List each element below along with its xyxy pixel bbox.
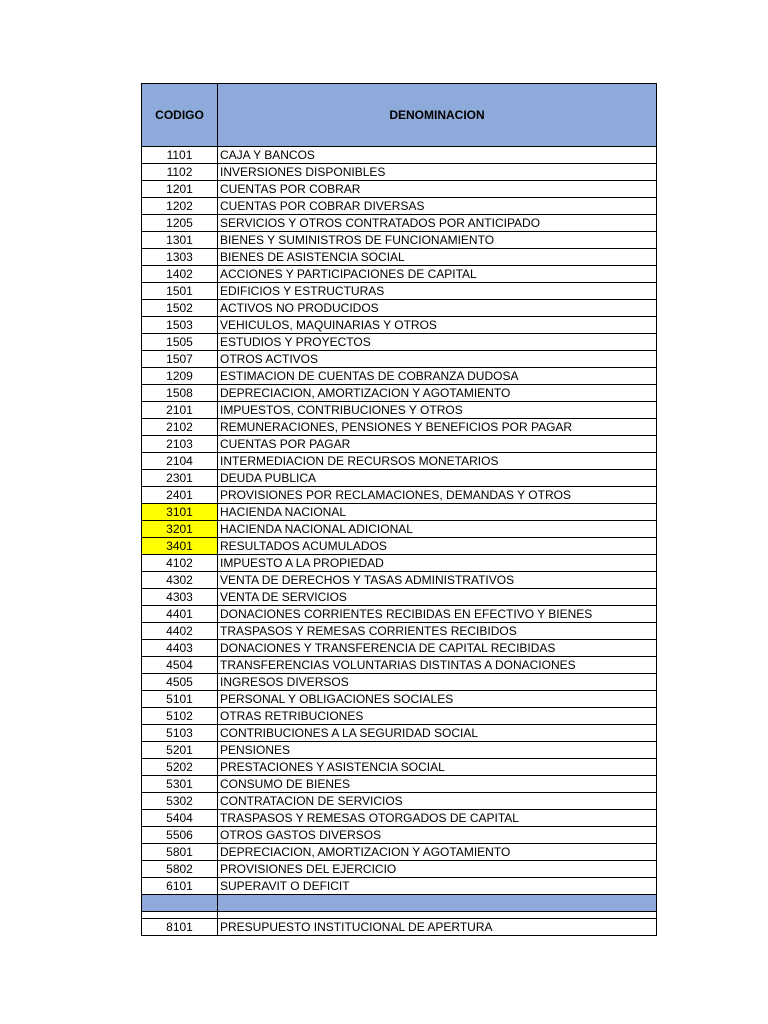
account-code-cell: 4302 — [142, 572, 218, 589]
account-name-cell: INTERMEDIACION DE RECURSOS MONETARIOS — [218, 453, 657, 470]
account-name-cell: PROVISIONES POR RECLAMACIONES, DEMANDAS Y OTROS — [218, 487, 657, 504]
account-code-table — [141, 83, 657, 936]
account-name-cell: INVERSIONES DISPONIBLES — [218, 164, 657, 181]
table-row — [142, 691, 657, 708]
account-name-cell: RESULTADOS ACUMULADOS — [218, 538, 657, 555]
table-row — [142, 147, 657, 164]
account-name-cell: PERSONAL Y OBLIGACIONES SOCIALES — [218, 691, 657, 708]
account-code-cell: 2301 — [142, 470, 218, 487]
account-code-cell: 2102 — [142, 419, 218, 436]
account-code-cell: 8101 — [142, 919, 218, 936]
table-row — [142, 232, 657, 249]
account-name-cell: DEPRECIACION, AMORTIZACION Y AGOTAMIENTO — [218, 385, 657, 402]
account-code-cell: 5202 — [142, 759, 218, 776]
table-row — [142, 589, 657, 606]
account-name-cell: REMUNERACIONES, PENSIONES Y BENEFICIOS POR PAGAR — [218, 419, 657, 436]
account-code-cell: 6101 — [142, 878, 218, 895]
account-name-cell: DEPRECIACION, AMORTIZACION Y AGOTAMIENTO — [218, 844, 657, 861]
account-name-cell: BIENES Y SUMINISTROS DE FUNCIONAMIENTO — [218, 232, 657, 249]
table-row — [142, 504, 657, 521]
table-row — [142, 334, 657, 351]
account-name-cell: OTRAS RETRIBUCIONES — [218, 708, 657, 725]
account-name-cell: BIENES DE ASISTENCIA SOCIAL — [218, 249, 657, 266]
account-code-cell: 5103 — [142, 725, 218, 742]
account-code-cell: 1507 — [142, 351, 218, 368]
table-header-row — [142, 84, 657, 147]
account-code-cell: 1508 — [142, 385, 218, 402]
table-row — [142, 640, 657, 657]
account-name-cell: VEHICULOS, MAQUINARIAS Y OTROS — [218, 317, 657, 334]
account-name-cell: IMPUESTO A LA PROPIEDAD — [218, 555, 657, 572]
account-code-cell: 2101 — [142, 402, 218, 419]
account-name-cell: TRANSFERENCIAS VOLUNTARIAS DISTINTAS A DONACIONES — [218, 657, 657, 674]
table-row — [142, 470, 657, 487]
table-row — [142, 249, 657, 266]
table-row — [142, 436, 657, 453]
separator-cell — [218, 895, 657, 912]
account-code-cell: 1209 — [142, 368, 218, 385]
table-row — [142, 555, 657, 572]
account-code-cell: 2103 — [142, 436, 218, 453]
table-row — [142, 521, 657, 538]
account-code-cell: 5404 — [142, 810, 218, 827]
account-name-cell: TRASPASOS Y REMESAS CORRIENTES RECIBIDOS — [218, 623, 657, 640]
table-row — [142, 657, 657, 674]
account-code-cell: 5301 — [142, 776, 218, 793]
account-code-cell: 4303 — [142, 589, 218, 606]
account-name-cell: CUENTAS POR COBRAR DIVERSAS — [218, 198, 657, 215]
account-name-cell: CAJA Y BANCOS — [218, 147, 657, 164]
account-name-cell: CONSUMO DE BIENES — [218, 776, 657, 793]
blank-separator-row — [142, 912, 657, 919]
account-name-cell: SERVICIOS Y OTROS CONTRATADOS POR ANTICIPADO — [218, 215, 657, 232]
table-row — [142, 300, 657, 317]
table-row — [142, 538, 657, 555]
account-name-cell: CONTRIBUCIONES A LA SEGURIDAD SOCIAL — [218, 725, 657, 742]
account-name-cell: CUENTAS POR COBRAR — [218, 181, 657, 198]
account-code-cell: 1505 — [142, 334, 218, 351]
account-code-cell: 3201 — [142, 521, 218, 538]
account-name-cell: TRASPASOS Y REMESAS OTORGADOS DE CAPITAL — [218, 810, 657, 827]
table-row — [142, 861, 657, 878]
separator-cell — [218, 912, 657, 919]
account-name-cell: DONACIONES CORRIENTES RECIBIDAS EN EFECTIVO Y BIENES — [218, 606, 657, 623]
table-row — [142, 215, 657, 232]
table-row — [142, 487, 657, 504]
table-footer — [142, 919, 657, 936]
table-row — [142, 198, 657, 215]
account-name-cell: ACTIVOS NO PRODUCIDOS — [218, 300, 657, 317]
account-name-cell: PRESTACIONES Y ASISTENCIA SOCIAL — [218, 759, 657, 776]
account-name-cell: DONACIONES Y TRANSFERENCIA DE CAPITAL RECIBIDAS — [218, 640, 657, 657]
account-name-cell: PENSIONES — [218, 742, 657, 759]
table-body — [142, 147, 657, 895]
account-name-cell: CUENTAS POR PAGAR — [218, 436, 657, 453]
account-code-cell: 4403 — [142, 640, 218, 657]
table-row — [142, 283, 657, 300]
account-code-cell: 3401 — [142, 538, 218, 555]
account-name-cell: CONTRATACION DE SERVICIOS — [218, 793, 657, 810]
account-code-cell: 4102 — [142, 555, 218, 572]
account-name-cell: VENTA DE DERECHOS Y TASAS ADMINISTRATIVOS — [218, 572, 657, 589]
table-row — [142, 919, 657, 936]
account-code-cell: 4505 — [142, 674, 218, 691]
account-code-cell: 1502 — [142, 300, 218, 317]
account-code-cell: 5801 — [142, 844, 218, 861]
account-code-cell: 1402 — [142, 266, 218, 283]
account-code-cell: 5302 — [142, 793, 218, 810]
account-name-cell: HACIENDA NACIONAL ADICIONAL — [218, 521, 657, 538]
account-name-cell: ESTUDIOS Y PROYECTOS — [218, 334, 657, 351]
account-name-cell: PRESUPUESTO INSTITUCIONAL DE APERTURA — [218, 919, 657, 936]
account-code-cell: 5802 — [142, 861, 218, 878]
table-row — [142, 674, 657, 691]
account-code-cell: 2104 — [142, 453, 218, 470]
table-row — [142, 793, 657, 810]
account-code-cell: 1102 — [142, 164, 218, 181]
account-name-cell: EDIFICIOS Y ESTRUCTURAS — [218, 283, 657, 300]
account-name-cell: ACCIONES Y PARTICIPACIONES DE CAPITAL — [218, 266, 657, 283]
account-code-cell: 5101 — [142, 691, 218, 708]
table-row — [142, 827, 657, 844]
table-row — [142, 606, 657, 623]
account-code-cell: 1501 — [142, 283, 218, 300]
separator-cell — [142, 895, 218, 912]
table-row — [142, 725, 657, 742]
table-row — [142, 368, 657, 385]
table-row — [142, 810, 657, 827]
account-code-cell: 3101 — [142, 504, 218, 521]
table-row — [142, 181, 657, 198]
account-code-cell: 1202 — [142, 198, 218, 215]
separator-cell — [142, 912, 218, 919]
account-name-cell: HACIENDA NACIONAL — [218, 504, 657, 521]
account-code-cell: 1301 — [142, 232, 218, 249]
table-row — [142, 572, 657, 589]
account-code-cell: 1205 — [142, 215, 218, 232]
account-code-cell: 1303 — [142, 249, 218, 266]
table-row — [142, 164, 657, 181]
account-name-cell: OTROS GASTOS DIVERSOS — [218, 827, 657, 844]
table-row — [142, 385, 657, 402]
table-row — [142, 266, 657, 283]
account-code-cell: 5506 — [142, 827, 218, 844]
account-name-cell: VENTA DE SERVICIOS — [218, 589, 657, 606]
account-code-cell: 5102 — [142, 708, 218, 725]
table-row — [142, 878, 657, 895]
account-code-cell: 4504 — [142, 657, 218, 674]
account-name-cell: PROVISIONES DEL EJERCICIO — [218, 861, 657, 878]
table-row — [142, 623, 657, 640]
account-code-cell: 1101 — [142, 147, 218, 164]
account-code-cell: 5201 — [142, 742, 218, 759]
column-header-code: CODIGO — [142, 84, 218, 147]
account-code-cell: 1503 — [142, 317, 218, 334]
table-row — [142, 759, 657, 776]
account-name-cell: SUPERAVIT O DEFICIT — [218, 878, 657, 895]
table-row — [142, 419, 657, 436]
account-code-cell: 4402 — [142, 623, 218, 640]
table-row — [142, 317, 657, 334]
account-code-cell: 1201 — [142, 181, 218, 198]
table-row — [142, 351, 657, 368]
table-row — [142, 402, 657, 419]
account-name-cell: IMPUESTOS, CONTRIBUCIONES Y OTROS — [218, 402, 657, 419]
table-row — [142, 453, 657, 470]
table-row — [142, 776, 657, 793]
account-code-cell: 2401 — [142, 487, 218, 504]
table-separator — [142, 895, 657, 919]
account-name-cell: OTROS ACTIVOS — [218, 351, 657, 368]
account-name-cell: INGRESOS DIVERSOS — [218, 674, 657, 691]
account-name-cell: DEUDA PUBLICA — [218, 470, 657, 487]
table-row — [142, 844, 657, 861]
blue-separator-row — [142, 895, 657, 912]
table-row — [142, 742, 657, 759]
table-row — [142, 708, 657, 725]
column-header-name: DENOMINACION — [218, 84, 657, 147]
account-name-cell: ESTIMACION DE CUENTAS DE COBRANZA DUDOSA — [218, 368, 657, 385]
account-code-cell: 4401 — [142, 606, 218, 623]
